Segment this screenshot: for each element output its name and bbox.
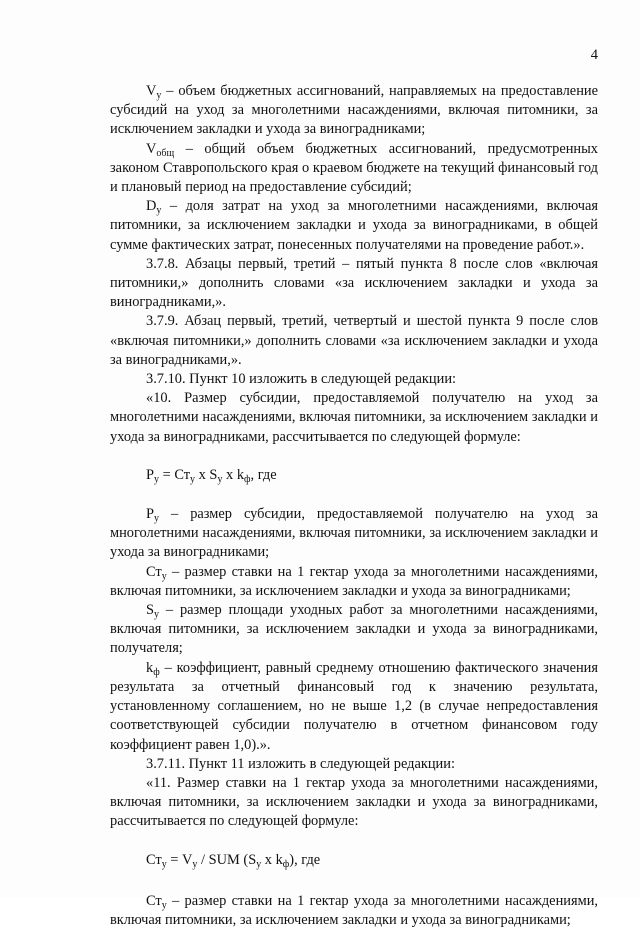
paragraph-item-10: «10. Размер субсидии, предоставляемой получателю на уход за многолетними насаждениями, включая питомники, за исключением закладки и ухода за виноградниками, рассчитывается по следующей формуле: xyxy=(110,390,598,445)
symbol: Ст xyxy=(146,563,162,580)
page-number: 4 xyxy=(590,47,598,63)
symbol-subscript: у xyxy=(161,570,167,582)
symbol: S xyxy=(146,602,155,619)
symbol-subscript: у xyxy=(154,513,160,525)
paragraph-p-y xyxy=(110,505,598,563)
definition-text: – размер ставки на 1 гектар ухода за многолетними насаждениями, включая питомники, за исключением закладки и ухода за виноградниками; xyxy=(110,892,598,928)
paragraph-3-7-10: 3.7.10. Пункт 10 изложить в следующей редакции: xyxy=(146,371,457,388)
paragraph-v-y xyxy=(110,82,598,140)
definition-text: – размер площади уходных работ за многолетними насаждениями, включая питомники, за исключением закладки и ухода за виноградниками, получателя; xyxy=(110,602,598,657)
definition-text: – общий объем бюджетных ассигнований, предусмотренных законом Ставропольского края о краевом бюджете на текущий финансовый год и плановый период на предоставление субсидий; xyxy=(110,140,598,196)
definition-text: – коэффициент, равный среднему отношению фактического значения результата за отчетный финансовый год к значению результата, установленному соглашением, но не выше 1,2 (в случае непредоставления соответствующей субсидии получателю в отчетном финансовом году коэффициент равен 1,0).». xyxy=(110,659,598,753)
document-body xyxy=(110,82,598,930)
definition-text: – объем бюджетных ассигнований, направляемых на предоставление субсидий на уход за многолетними насаждениями, включая питомники, за исключением закладки и ухода за виноградниками; xyxy=(110,83,598,138)
symbol: V xyxy=(146,83,157,99)
paragraph-k-f xyxy=(110,659,598,755)
paragraph-3-7-9: 3.7.9. Абзац первый, третий, четвертый и шестой пункта 9 после слов «включая питомники,» дополнить словами «за исключением закладки и ухода за виноградниками,». xyxy=(110,313,598,368)
symbol: Ст xyxy=(146,892,162,909)
paragraph-st-y-2 xyxy=(110,892,598,930)
definition-text: – доля затрат на уход за многолетними насаждениями, включая питомники, за исключением закладки и ухода за виноградниками, в общей сумме фактических затрат, понесенных получателями на проведение работ.». xyxy=(110,198,598,253)
paragraph-item-11: «11. Размер ставки на 1 гектар ухода за многолетними насаждениями, включая питомники, за исключением закладки и ухода за виноградниками, рассчитывается по следующей формуле: xyxy=(110,774,598,830)
symbol-subscript: общ xyxy=(156,147,175,159)
symbol-subscript: ф xyxy=(153,666,160,678)
paragraph-d-y xyxy=(110,197,598,255)
symbol-subscript: у xyxy=(156,205,162,217)
definition-text: – размер субсидии, предоставляемой получателю на уход за многолетними насаждениями, включая питомники, за исключением закладки и ухода за виноградниками; xyxy=(110,506,598,561)
paragraph-3-7-8: 3.7.8. Абзацы первый, третий – пятый пункта 8 после слов «включая питомники,» дополнить словами «за исключением закладки и ухода за виноградниками,». xyxy=(110,255,598,311)
symbol-subscript: у xyxy=(154,609,160,621)
symbol: V xyxy=(146,140,157,157)
symbol: P xyxy=(146,506,155,523)
definition-text: – размер ставки на 1 гектар ухода за многолетними насаждениями, включая питомники, за исключением закладки и ухода за виноградниками; xyxy=(110,563,598,599)
paragraph-v-obsch xyxy=(110,140,598,198)
formula-rate: $Ст_у = V_у$ / SUM ($S_у$ x $k_ф$), где xyxy=(146,851,321,870)
paragraph-st-y xyxy=(110,563,598,601)
symbol: k xyxy=(146,659,154,676)
paragraph-s-y xyxy=(110,601,598,659)
formula-subsidy: $P_у = Ст_у$ x $S_у$ x $k_ф$, где xyxy=(146,466,277,485)
symbol: D xyxy=(146,198,157,215)
symbol-subscript: у xyxy=(156,90,162,101)
symbol-subscript: у xyxy=(161,899,167,911)
paragraph-3-7-11: 3.7.11. Пункт 11 изложить в следующей редакции: xyxy=(146,755,455,772)
